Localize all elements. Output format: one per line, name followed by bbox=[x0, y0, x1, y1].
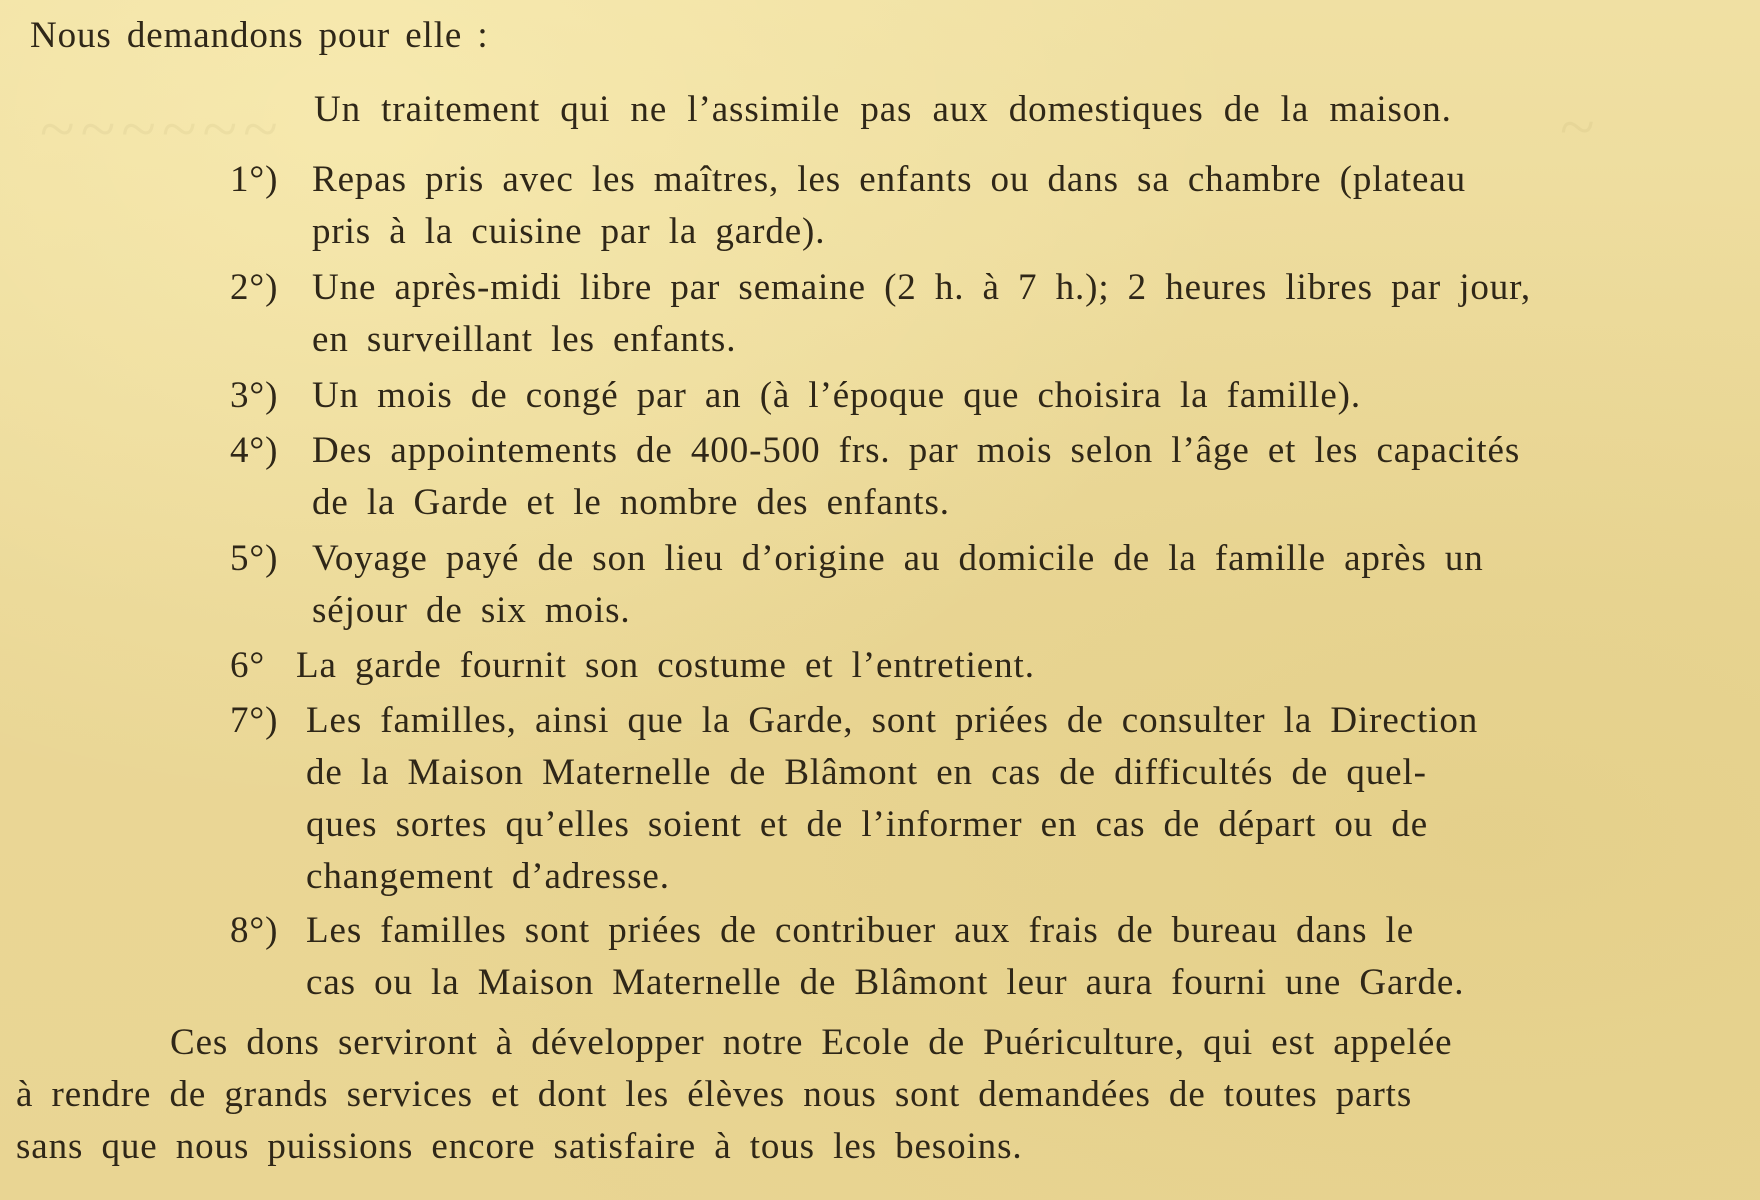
item-line: La garde fournit son costume et l’entretient. bbox=[296, 645, 1035, 686]
intro-text: Nous demandons pour elle : bbox=[30, 15, 489, 56]
item-body bbox=[312, 533, 1760, 637]
item-line: Les familles, ainsi que la Garde, sont priées de consulter la Direction bbox=[306, 700, 1479, 741]
item-line: cas ou la Maison Maternelle de Blâmont leur aura fourni une Garde. bbox=[306, 962, 1465, 1003]
item-line: Repas pris avec les maîtres, les enfants ou dans sa chambre (plateau bbox=[312, 159, 1466, 200]
item-line: de la Garde et le nombre des enfants. bbox=[312, 482, 950, 523]
item-line: Une après-midi libre par semaine (2 h. à 7 h.); 2 heures libres par jour, bbox=[312, 267, 1532, 308]
item-line: Les familles sont priées de contribuer aux frais de bureau dans le bbox=[306, 910, 1415, 951]
item-body bbox=[306, 905, 1760, 1009]
item-body bbox=[306, 695, 1760, 903]
item-number: 4°) bbox=[230, 430, 279, 471]
item-line: Des appointements de 400-500 frs. par mois selon l’âge et les capacités bbox=[312, 430, 1521, 471]
item-body bbox=[312, 262, 1760, 366]
item-number: 5°) bbox=[230, 538, 279, 579]
item-line: Voyage payé de son lieu d’origine au domicile de la famille après un bbox=[312, 538, 1484, 579]
item-number: 6° bbox=[230, 645, 266, 686]
item-number: 1°) bbox=[230, 159, 279, 200]
bleed-through-mark: ~~~~~~ bbox=[40, 93, 284, 164]
treatment-heading: Un traitement qui ne l’assimile pas aux domestiques de la maison. bbox=[314, 89, 1452, 130]
closing-line: Ces dons serviront à développer notre Ecole de Puériculture, qui est appelée bbox=[170, 1022, 1453, 1063]
item-body bbox=[312, 370, 1760, 422]
item-line: en surveillant les enfants. bbox=[312, 319, 737, 360]
item-line: Un mois de congé par an (à l’époque que choisira la famille). bbox=[312, 375, 1362, 416]
item-number: 3°) bbox=[230, 375, 279, 416]
closing-paragraph bbox=[16, 1017, 1746, 1173]
closing-line: sans que nous puissions encore satisfaire à tous les besoins. bbox=[16, 1126, 1023, 1167]
item-number: 2°) bbox=[230, 267, 279, 308]
item-body bbox=[296, 640, 1760, 692]
item-line: de la Maison Maternelle de Blâmont en cas de difficultés de quel- bbox=[306, 752, 1427, 793]
item-line: changement d’adresse. bbox=[306, 856, 670, 897]
closing-line: à rendre de grands services et dont les élèves nous sont demandées de toutes parts bbox=[16, 1074, 1413, 1115]
item-body bbox=[312, 425, 1760, 529]
item-number: 8°) bbox=[230, 910, 279, 951]
item-line: ques sortes qu’elles soient et de l’informer en cas de départ ou de bbox=[306, 804, 1429, 845]
bleed-through-mark: ~ bbox=[1560, 91, 1601, 162]
item-line: pris à la cuisine par la garde). bbox=[312, 211, 826, 252]
item-line: séjour de six mois. bbox=[312, 590, 631, 631]
item-body bbox=[312, 154, 1760, 258]
item-number: 7°) bbox=[230, 700, 279, 741]
